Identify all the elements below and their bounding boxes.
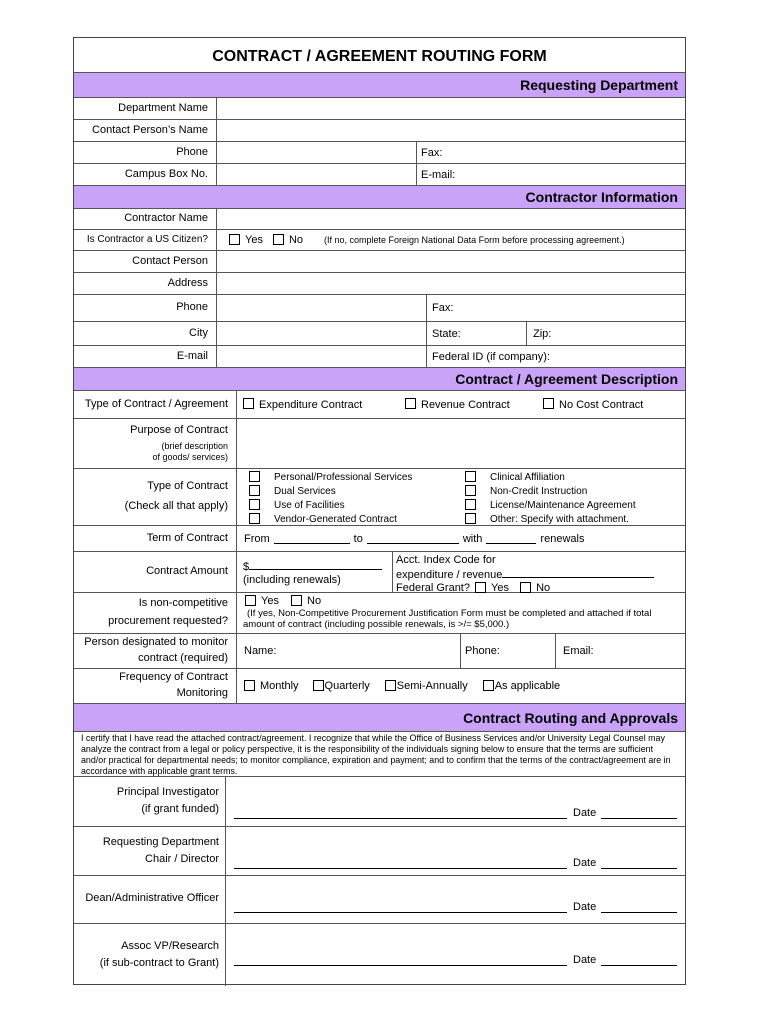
- state-input[interactable]: [426, 322, 526, 345]
- phone-fax-row: [74, 142, 685, 164]
- noncomp-note1: (If yes, Non-Competitive Procurement Justification Form must be completed and attached if total: [247, 608, 652, 619]
- section-title: Contract Routing and Approvals: [463, 709, 678, 726]
- date-line[interactable]: [601, 912, 677, 913]
- frequency-row: [74, 669, 685, 704]
- state-label: State:: [432, 327, 461, 340]
- city-label: City: [189, 326, 208, 339]
- contact-person-input[interactable]: [216, 120, 685, 141]
- department-name-label: Department Name: [118, 101, 208, 114]
- toc-checkbox[interactable]: [249, 485, 260, 496]
- contractor-phone-label: Phone: [176, 301, 208, 314]
- toc-checkbox[interactable]: [249, 513, 260, 524]
- as-applicable-checkbox[interactable]: [483, 680, 494, 691]
- contract-description-header: [74, 368, 685, 391]
- toc-item[interactable]: [249, 484, 412, 498]
- revenue-label: Revenue Contract: [421, 398, 510, 411]
- toc-checkbox[interactable]: [465, 513, 476, 524]
- term-label: Term of Contract: [146, 531, 228, 544]
- amount-including-label: (including renewals): [243, 574, 341, 586]
- purpose-sub1: (brief description: [161, 440, 228, 451]
- toc-item[interactable]: [249, 498, 412, 512]
- term-renewals-label: renewals: [540, 532, 585, 545]
- amount-field[interactable]: [249, 559, 382, 570]
- campus-email-row: [74, 164, 685, 186]
- monitor-name-input[interactable]: [236, 634, 460, 668]
- term-from-field[interactable]: [274, 533, 350, 544]
- noncompetitive-row: [74, 593, 685, 634]
- toc-title: Type of Contract: [147, 480, 228, 493]
- toc-item-label: Clinical Affiliation: [490, 471, 565, 483]
- noncomp-line1: Is non-competitive: [138, 597, 228, 610]
- department-name-input[interactable]: [216, 98, 685, 119]
- monitor-phone-label: Phone:: [465, 645, 500, 657]
- phone-input[interactable]: [216, 142, 416, 163]
- contractor-email-input[interactable]: [216, 346, 426, 367]
- noncomp-note2: amount of contract (including possible renewals, is >/= $5,000.): [243, 619, 510, 630]
- noncomp-no-checkbox[interactable]: [291, 595, 302, 606]
- us-citizen-label: Is Contractor a US Citizen?: [86, 233, 208, 245]
- signer-subtitle: Chair / Director: [145, 852, 219, 865]
- contact-person-label: Contact Person’s Name: [92, 123, 208, 136]
- section-title: Requesting Department: [520, 77, 678, 93]
- department-name-row: [74, 98, 685, 120]
- no-cost-label: No Cost Contract: [559, 398, 644, 411]
- signer-row: [74, 777, 685, 827]
- zip-label: Zip:: [533, 327, 552, 340]
- fax-label: Fax:: [421, 146, 443, 159]
- fax-input[interactable]: [416, 142, 685, 163]
- grant-yes-label: Yes: [491, 582, 509, 594]
- noncomp-line2: procurement requested?: [108, 615, 228, 627]
- semi-annually-label: Semi-Annually: [396, 680, 468, 692]
- form-title-row: [74, 38, 685, 73]
- toc-item[interactable]: [465, 498, 636, 512]
- toc-checkbox[interactable]: [249, 499, 260, 510]
- grant-no-checkbox[interactable]: [520, 582, 531, 593]
- type-of-contract-row: [74, 391, 685, 419]
- acct-line1: Acct. Index Code for: [396, 554, 496, 566]
- toc-checkbox[interactable]: [465, 485, 476, 496]
- toc-item-label: Non-Credit Instruction: [490, 485, 588, 497]
- signer-title: Assoc VP/Research: [121, 939, 219, 952]
- contractor-email-label: E-mail: [176, 349, 208, 362]
- address-input[interactable]: [216, 273, 685, 294]
- date-label: Date: [573, 807, 597, 819]
- monthly-label: Monthly: [260, 680, 299, 692]
- contractor-email-row: [74, 346, 685, 368]
- citizen-no-checkbox[interactable]: [273, 234, 284, 245]
- signature-line[interactable]: [234, 818, 567, 819]
- amount-label: Contract Amount: [146, 565, 228, 578]
- toc-sub: (Check all that apply): [124, 500, 228, 512]
- purpose-title: Purpose of Contract: [130, 423, 228, 436]
- federal-grant-label: Federal Grant?: [396, 582, 470, 594]
- as-applicable-label: As applicable: [494, 680, 561, 692]
- purpose-row: [74, 419, 685, 469]
- grant-yes-checkbox[interactable]: [475, 582, 486, 593]
- contact-person-row: [74, 120, 685, 142]
- phone-label: Phone: [176, 145, 208, 158]
- monitor-email-label: Email:: [563, 645, 594, 657]
- toc-item-label: Use of Facilities: [274, 499, 345, 511]
- toc-item[interactable]: [249, 470, 412, 484]
- federal-id-label: Federal ID (if company):: [432, 350, 550, 363]
- signer-row: [74, 827, 685, 876]
- term-to-label: to: [353, 532, 363, 545]
- signature-line[interactable]: [234, 965, 567, 966]
- toc-right-list: [465, 470, 636, 526]
- address-label: Address: [167, 276, 208, 289]
- certification-row: [74, 732, 685, 777]
- acct-line2: expenditure / revenue: [396, 569, 503, 581]
- toc-item-label: Vendor-Generated Contract: [274, 513, 397, 525]
- purpose-sub2: of goods/ services): [152, 451, 228, 462]
- form-title: CONTRACT / AGREEMENT ROUTING FORM: [212, 48, 547, 65]
- citizen-note: (If no, complete Foreign National Data Form before processing agreement.): [324, 235, 625, 245]
- monitor-name-label: Name:: [244, 645, 277, 657]
- toc-left-list: [249, 470, 412, 526]
- monitor-row: [74, 634, 685, 669]
- signer-row: [74, 876, 685, 924]
- purpose-input[interactable]: [236, 419, 685, 468]
- monthly-checkbox[interactable]: [244, 680, 255, 691]
- contract-type-label: Type of Contract / Agreement: [84, 397, 228, 410]
- noncomp-no-label: No: [307, 595, 322, 607]
- citizen-yes-label: Yes: [245, 234, 263, 246]
- toc-checkbox[interactable]: [465, 471, 476, 482]
- expenditure-label: Expenditure Contract: [259, 398, 363, 411]
- freq-line1: Frequency of Contract: [119, 671, 228, 684]
- zip-input[interactable]: [526, 322, 685, 345]
- amount-row: [74, 552, 685, 593]
- term-with-label: with: [462, 532, 483, 545]
- contractor-information-header: [74, 186, 685, 209]
- citizen-yes-checkbox[interactable]: [229, 234, 240, 245]
- toc-item[interactable]: [465, 512, 636, 526]
- semi-annually-checkbox[interactable]: [385, 680, 396, 691]
- section-title: Contract / Agreement Description: [455, 371, 678, 387]
- grant-no-label: No: [536, 582, 551, 594]
- toc-checkbox[interactable]: [249, 471, 260, 482]
- federal-id-input[interactable]: [426, 346, 685, 367]
- us-citizen-row: [74, 230, 685, 251]
- city-row: [74, 322, 685, 346]
- term-from-label: From: [244, 532, 270, 545]
- toc-checkbox[interactable]: [465, 499, 476, 510]
- date-line[interactable]: [601, 868, 677, 869]
- revenue-checkbox[interactable]: [405, 398, 416, 409]
- signer-subtitle: (if grant funded): [141, 803, 219, 815]
- signer-subtitle: (if sub-contract to Grant): [99, 956, 219, 969]
- signature-line[interactable]: [234, 912, 567, 913]
- type-of-contract-checklist-row: [74, 469, 685, 526]
- contractor-name-input[interactable]: [216, 209, 685, 229]
- acct-index-field[interactable]: [502, 567, 654, 578]
- contractor-fax-label: Fax:: [432, 302, 454, 314]
- noncomp-yes-label: Yes: [261, 595, 279, 607]
- freq-line2: Monitoring: [176, 687, 228, 699]
- quarterly-label: Quarterly: [324, 680, 370, 692]
- dollar-sign: $: [243, 561, 250, 573]
- contractor-fax-input[interactable]: [426, 295, 685, 321]
- term-row: [74, 526, 685, 552]
- contractor-name-row: [74, 209, 685, 230]
- toc-item[interactable]: [249, 512, 412, 526]
- monitor-line1: Person designated to monitor: [84, 636, 228, 649]
- monitor-line2: contract (required): [138, 652, 228, 664]
- toc-item-label: Personal/Professional Services: [274, 471, 413, 483]
- contractor-phone-row: [74, 295, 685, 322]
- no-cost-checkbox[interactable]: [543, 398, 554, 409]
- signer-title: Principal Investigator: [116, 786, 219, 799]
- date-label: Date: [573, 901, 597, 913]
- contractor-phone-input[interactable]: [216, 295, 426, 321]
- noncomp-yes-checkbox[interactable]: [245, 595, 256, 606]
- date-label: Date: [573, 954, 597, 966]
- citizen-no-label: No: [288, 234, 304, 246]
- term-renewals-field[interactable]: [486, 533, 536, 544]
- city-input[interactable]: [216, 322, 426, 345]
- requesting-department-header: [74, 73, 685, 98]
- campus-box-input[interactable]: [216, 164, 416, 185]
- contact-person-row: [74, 251, 685, 273]
- signer-title: Dean/Administrative Officer: [85, 891, 219, 904]
- quarterly-checkbox[interactable]: [313, 680, 324, 691]
- toc-item[interactable]: [465, 470, 636, 484]
- section-title: Contractor Information: [525, 189, 678, 205]
- email-input[interactable]: [416, 164, 685, 185]
- term-to-field[interactable]: [367, 533, 459, 544]
- contractor-contact-input[interactable]: [216, 251, 685, 272]
- routing-approvals-header: [74, 704, 685, 732]
- toc-item-label: Dual Services: [274, 485, 336, 497]
- address-row: [74, 273, 685, 295]
- certification-text: I certify that I have read the attached contract/agreement. I recognize that while the Office of Business Services and/or University Legal Counsel may analyze the contract from a legal or policy perspective, it is the responsibility of the individuals signing below to ensure that the terms are sufficient and/or practical for departmental needs; to monitor compliance, expiration and payment; and to confirm that the terms of the contract/agreement are in accordance with applicable grant terms.: [81, 733, 671, 776]
- signer-row: [74, 924, 685, 986]
- date-line[interactable]: [601, 818, 677, 819]
- date-line[interactable]: [601, 965, 677, 966]
- contractor-contact-label: Contact Person: [132, 254, 208, 267]
- email-label: E-mail:: [421, 168, 456, 181]
- expenditure-checkbox[interactable]: [243, 398, 254, 409]
- campus-box-label: Campus Box No.: [124, 167, 208, 180]
- signature-line[interactable]: [234, 868, 567, 869]
- toc-item-label: License/Maintenance Agreement: [490, 499, 636, 511]
- routing-form: [73, 37, 686, 985]
- monitor-phone-input[interactable]: [460, 634, 555, 668]
- signer-title: Requesting Department: [102, 835, 219, 848]
- toc-item[interactable]: [465, 484, 636, 498]
- monitor-email-input[interactable]: [555, 634, 685, 668]
- contractor-name-label: Contractor Name: [124, 212, 208, 225]
- toc-item-label: Other: Specify with attachment.: [490, 513, 629, 525]
- date-label: Date: [573, 857, 597, 869]
